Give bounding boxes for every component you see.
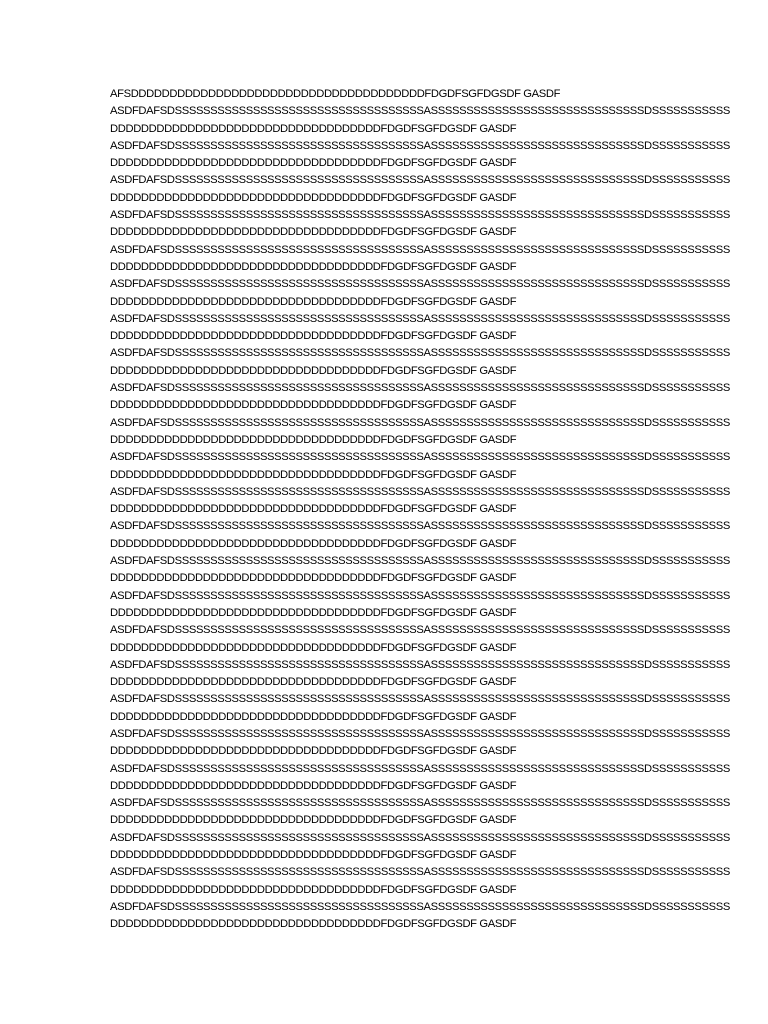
- text-line: DDDDDDDDDDDDDDDDDDDDDDDDDDDDDDDDDDDFDGDFSGFDGSDF GASDF: [110, 814, 517, 827]
- text-line: DDDDDDDDDDDDDDDDDDDDDDDDDDDDDDDDDDDFDGDFSGFDGSDF GASDF: [110, 226, 517, 239]
- text-line: DDDDDDDDDDDDDDDDDDDDDDDDDDDDDDDDDDDFDGDFSGFDGSDF GASDF: [110, 710, 517, 723]
- text-line: DDDDDDDDDDDDDDDDDDDDDDDDDDDDDDDDDDDFDGDFSGFDGSDF GASDF: [110, 883, 517, 896]
- text-line: ASDFDAFSDSSSSSSSSSSSSSSSSSSSSSSSSSSSSSSSSSSSASSSSSSSSSSSSSSSSSSSSSSSSSSSSSSDSSSSSSSSSSS: [110, 900, 730, 913]
- text-line: ASDFDAFSDSSSSSSSSSSSSSSSSSSSSSSSSSSSSSSSSSSSASSSSSSSSSSSSSSSSSSSSSSSSSSSSSSDSSSSSSSSSSS: [110, 278, 730, 291]
- text-line: ASDFDAFSDSSSSSSSSSSSSSSSSSSSSSSSSSSSSSSSSSSSASSSSSSSSSSSSSSSSSSSSSSSSSSSSSSDSSSSSSSSSSS: [110, 485, 730, 498]
- text-line: ASDFDAFSDSSSSSSSSSSSSSSSSSSSSSSSSSSSSSSSSSSSASSSSSSSSSSSSSSSSSSSSSSSSSSSSSSDSSSSSSSSSSS: [110, 312, 730, 325]
- text-line: ASDFDAFSDSSSSSSSSSSSSSSSSSSSSSSSSSSSSSSSSSSSASSSSSSSSSSSSSSSSSSSSSSSSSSSSSSDSSSSSSSSSSS: [110, 555, 730, 568]
- text-line: DDDDDDDDDDDDDDDDDDDDDDDDDDDDDDDDDDDFDGDFSGFDGSDF GASDF: [110, 572, 517, 585]
- text-line: DDDDDDDDDDDDDDDDDDDDDDDDDDDDDDDDDDDFDGDFSGFDGSDF GASDF: [110, 157, 517, 170]
- text-line: DDDDDDDDDDDDDDDDDDDDDDDDDDDDDDDDDDDFDGDFSGFDGSDF GASDF: [110, 676, 517, 689]
- text-line: DDDDDDDDDDDDDDDDDDDDDDDDDDDDDDDDDDDFDGDFSGFDGSDF GASDF: [110, 364, 517, 377]
- text-line: ASDFDAFSDSSSSSSSSSSSSSSSSSSSSSSSSSSSSSSSSSSSASSSSSSSSSSSSSSSSSSSSSSSSSSSSSSDSSSSSSSSSSS: [110, 382, 730, 395]
- text-line: DDDDDDDDDDDDDDDDDDDDDDDDDDDDDDDDDDDFDGDFSGFDGSDF GASDF: [110, 537, 517, 550]
- text-line: AFSDDDDDDDDDDDDDDDDDDDDDDDDDDDDDDDDDDDDDDFDGDFSGFDGSDF GASDF: [110, 88, 561, 100]
- text-line: DDDDDDDDDDDDDDDDDDDDDDDDDDDDDDDDDDDFDGDFSGFDGSDF GASDF: [110, 468, 517, 481]
- text-line: ASDFDAFSDSSSSSSSSSSSSSSSSSSSSSSSSSSSSSSSSSSSASSSSSSSSSSSSSSSSSSSSSSSSSSSSSSDSSSSSSSSSSS: [110, 520, 730, 533]
- text-line: ASDFDAFSDSSSSSSSSSSSSSSSSSSSSSSSSSSSSSSSSSSSASSSSSSSSSSSSSSSSSSSSSSSSSSSSSSDSSSSSSSSSSS: [110, 727, 730, 740]
- text-line: DDDDDDDDDDDDDDDDDDDDDDDDDDDDDDDDDDDFDGDFSGFDGSDF GASDF: [110, 641, 517, 654]
- text-line: ASDFDAFSDSSSSSSSSSSSSSSSSSSSSSSSSSSSSSSSSSSSASSSSSSSSSSSSSSSSSSSSSSSSSSSSSSDSSSSSSSSSSS: [110, 693, 730, 706]
- text-line: ASDFDAFSDSSSSSSSSSSSSSSSSSSSSSSSSSSSSSSSSSSSASSSSSSSSSSSSSSSSSSSSSSSSSSSSSSDSSSSSSSSSSS: [110, 105, 730, 118]
- text-line: ASDFDAFSDSSSSSSSSSSSSSSSSSSSSSSSSSSSSSSSSSSSASSSSSSSSSSSSSSSSSSSSSSSSSSSSSSDSSSSSSSSSSS: [110, 174, 730, 187]
- text-line: DDDDDDDDDDDDDDDDDDDDDDDDDDDDDDDDDDDFDGDFSGFDGSDF GASDF: [110, 260, 517, 273]
- text-line: ASDFDAFSDSSSSSSSSSSSSSSSSSSSSSSSSSSSSSSSSSSSASSSSSSSSSSSSSSSSSSSSSSSSSSSSSSDSSSSSSSSSSS: [110, 209, 730, 222]
- text-line: ASDFDAFSDSSSSSSSSSSSSSSSSSSSSSSSSSSSSSSSSSSSASSSSSSSSSSSSSSSSSSSSSSSSSSSSSSDSSSSSSSSSSS: [110, 139, 730, 152]
- text-line: DDDDDDDDDDDDDDDDDDDDDDDDDDDDDDDDDDDFDGDFSGFDGSDF GASDF: [110, 433, 517, 446]
- text-line: DDDDDDDDDDDDDDDDDDDDDDDDDDDDDDDDDDDFDGDFSGFDGSDF GASDF: [110, 849, 517, 862]
- text-line: ASDFDAFSDSSSSSSSSSSSSSSSSSSSSSSSSSSSSSSSSSSSASSSSSSSSSSSSSSSSSSSSSSSSSSSSSSDSSSSSSSSSSS: [110, 797, 730, 810]
- text-line: ASDFDAFSDSSSSSSSSSSSSSSSSSSSSSSSSSSSSSSSSSSSASSSSSSSSSSSSSSSSSSSSSSSSSSSSSSDSSSSSSSSSSS: [110, 831, 730, 844]
- text-line: DDDDDDDDDDDDDDDDDDDDDDDDDDDDDDDDDDDFDGDFSGFDGSDF GASDF: [110, 330, 517, 343]
- text-line: ASDFDAFSDSSSSSSSSSSSSSSSSSSSSSSSSSSSSSSSSSSSASSSSSSSSSSSSSSSSSSSSSSSSSSSSSSDSSSSSSSSSSS: [110, 243, 730, 256]
- text-line: DDDDDDDDDDDDDDDDDDDDDDDDDDDDDDDDDDDFDGDFSGFDGSDF GASDF: [110, 191, 517, 204]
- text-line: ASDFDAFSDSSSSSSSSSSSSSSSSSSSSSSSSSSSSSSSSSSSASSSSSSSSSSSSSSSSSSSSSSSSSSSSSSDSSSSSSSSSSS: [110, 347, 730, 360]
- document-body-text: [110, 86, 730, 934]
- text-line: DDDDDDDDDDDDDDDDDDDDDDDDDDDDDDDDDDDFDGDFSGFDGSDF GASDF: [110, 745, 517, 758]
- text-line: DDDDDDDDDDDDDDDDDDDDDDDDDDDDDDDDDDDFDGDFSGFDGSDF GASDF: [110, 918, 517, 931]
- text-line: DDDDDDDDDDDDDDDDDDDDDDDDDDDDDDDDDDDFDGDFSGFDGSDF GASDF: [110, 399, 517, 412]
- text-line: DDDDDDDDDDDDDDDDDDDDDDDDDDDDDDDDDDDFDGDFSGFDGSDF GASDF: [110, 779, 517, 792]
- text-line: DDDDDDDDDDDDDDDDDDDDDDDDDDDDDDDDDDDFDGDFSGFDGSDF GASDF: [110, 503, 517, 516]
- text-line: DDDDDDDDDDDDDDDDDDDDDDDDDDDDDDDDDDDFDGDFSGFDGSDF GASDF: [110, 606, 517, 619]
- text-line: DDDDDDDDDDDDDDDDDDDDDDDDDDDDDDDDDDDFDGDFSGFDGSDF GASDF: [110, 295, 517, 308]
- text-line: ASDFDAFSDSSSSSSSSSSSSSSSSSSSSSSSSSSSSSSSSSSSASSSSSSSSSSSSSSSSSSSSSSSSSSSSSSDSSSSSSSSSSS: [110, 416, 730, 429]
- text-line: ASDFDAFSDSSSSSSSSSSSSSSSSSSSSSSSSSSSSSSSSSSSASSSSSSSSSSSSSSSSSSSSSSSSSSSSSSDSSSSSSSSSSS: [110, 866, 730, 879]
- text-line: ASDFDAFSDSSSSSSSSSSSSSSSSSSSSSSSSSSSSSSSSSSSASSSSSSSSSSSSSSSSSSSSSSSSSSSSSSDSSSSSSSSSSS: [110, 589, 730, 602]
- text-line: ASDFDAFSDSSSSSSSSSSSSSSSSSSSSSSSSSSSSSSSSSSSASSSSSSSSSSSSSSSSSSSSSSSSSSSSSSDSSSSSSSSSSS: [110, 658, 730, 671]
- text-line: ASDFDAFSDSSSSSSSSSSSSSSSSSSSSSSSSSSSSSSSSSSSASSSSSSSSSSSSSSSSSSSSSSSSSSSSSSDSSSSSSSSSSS: [110, 451, 730, 464]
- text-line: ASDFDAFSDSSSSSSSSSSSSSSSSSSSSSSSSSSSSSSSSSSSASSSSSSSSSSSSSSSSSSSSSSSSSSSSSSDSSSSSSSSSSS: [110, 624, 730, 637]
- text-line: DDDDDDDDDDDDDDDDDDDDDDDDDDDDDDDDDDDFDGDFSGFDGSDF GASDF: [110, 122, 517, 135]
- text-line: ASDFDAFSDSSSSSSSSSSSSSSSSSSSSSSSSSSSSSSSSSSSASSSSSSSSSSSSSSSSSSSSSSSSSSSSSSDSSSSSSSSSSS: [110, 762, 730, 775]
